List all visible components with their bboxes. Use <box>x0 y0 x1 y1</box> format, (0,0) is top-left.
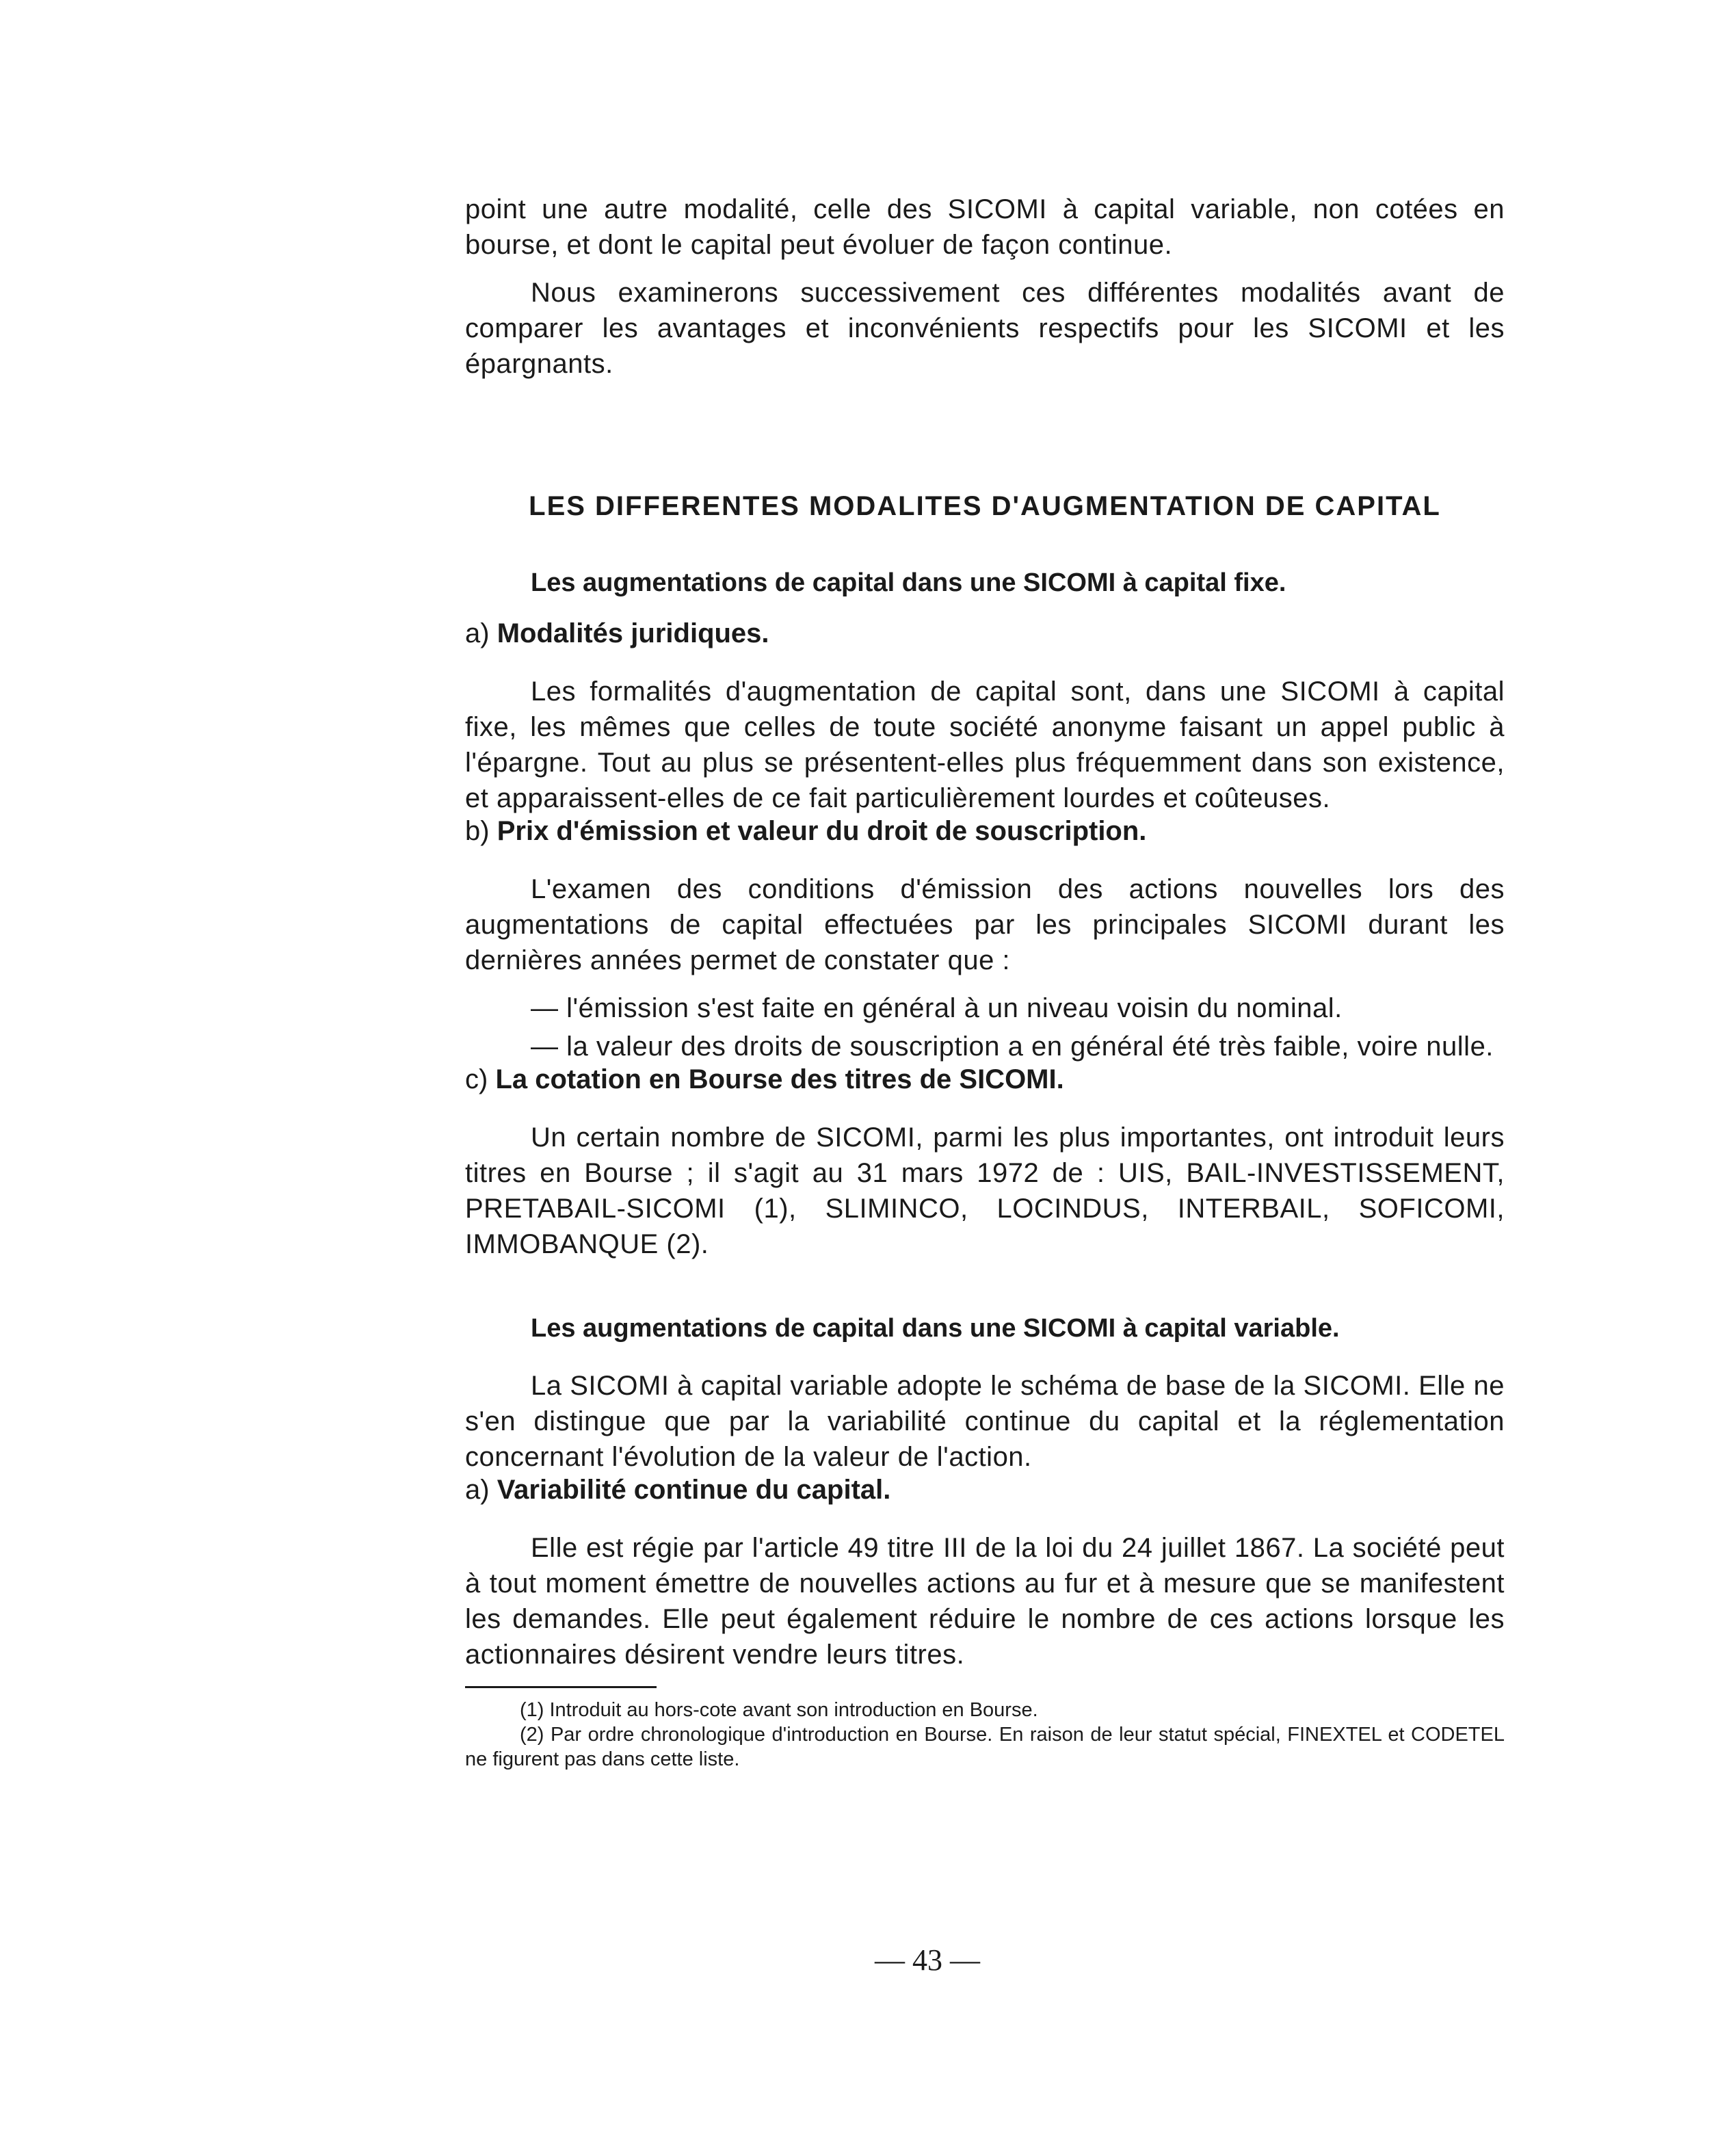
item-c-title: La cotation en Bourse des titres de SICOMI. <box>495 1064 1064 1094</box>
item-b-dash-2: — la valeur des droits de souscription a en général été très faible, voire nulle. <box>531 1031 1494 1062</box>
subsection-title-fixe: Les augmentations de capital dans une SICOMI à capital fixe. <box>531 568 1286 597</box>
item-a-title: Modalités juridiques. <box>497 618 769 648</box>
item-b-text: L'examen des conditions d'émission des actions nouvelles lors des augmentations de capital effectuées par les principales SICOMI durant les dernières années permet de constater que : <box>465 874 1505 975</box>
footnote-2: (2) Par ordre chronologique d'introduction en Bourse. En raison de leur statut spécial, FINEXTEL et CODETEL ne figurent pas dans cette liste. <box>465 1724 1505 1770</box>
footnote-separator <box>465 1686 657 1688</box>
item-a-letter: a) <box>465 618 490 648</box>
item-b-letter: b) <box>465 816 490 846</box>
item-b-title: Prix d'émission et valeur du droit de souscription. <box>497 816 1147 846</box>
variable-intro-text: La SICOMI à capital variable adopte le schéma de base de la SICOMI. Elle ne s'en distingue que par la variabilité continue du capital et la réglementation concernant l'évolution de la valeur de l'action. <box>465 1371 1505 1472</box>
item-b-dash-1: — l'émission s'est faite en général à un niveau voisin du nominal. <box>531 993 1343 1023</box>
section-title: LES DIFFERENTES MODALITES D'AUGMENTATION DE CAPITAL <box>529 491 1441 521</box>
page-body <box>465 192 1505 1772</box>
item-a-heading <box>465 618 1505 649</box>
item-c-letter: c) <box>465 1064 488 1094</box>
variable-item-a-letter: a) <box>465 1475 490 1505</box>
item-a-text: Les formalités d'augmentation de capital sont, dans une SICOMI à capital fixe, les mêmes que celles de toute société anonyme faisant un appel public à l'épargne. Tout au plus se présentent-elles plus fréquemment dans son existence, et apparaissent-elles de ce fait particulièrement lourdes et coûteuses. <box>465 676 1505 813</box>
item-c-text: Un certain nombre de SICOMI, parmi les plus importantes, ont introduit leurs titres en Bourse ; il s'agit au 31 mars 1972 de : UIS, BAIL-INVESTISSEMENT, PRETABAIL-SICOMI (1), SLIMINCO, LOCINDUS, INTERBAIL, SOFICOMI, IMMOBANQUE (2). <box>465 1122 1505 1259</box>
variable-item-a-heading <box>465 1475 1505 1506</box>
intro-paragraph-2: Nous examinerons successivement ces différentes modalités avant de comparer les avantages et inconvénients respectifs pour les SICOMI et les épargnants. <box>465 278 1505 379</box>
intro-paragraph-1: point une autre modalité, celle des SICOMI à capital variable, non cotées en bourse, et dont le capital peut évoluer de façon continue. <box>465 194 1505 260</box>
variable-item-a-title: Variabilité continue du capital. <box>497 1475 891 1505</box>
item-b-heading <box>465 816 1505 847</box>
page-number: — 43 — <box>875 1943 980 1977</box>
item-c-heading <box>465 1064 1505 1095</box>
subsection-title-variable: Les augmentations de capital dans une SICOMI à capital variable. <box>531 1314 1340 1343</box>
footnote-1: (1) Introduit au hors-cote avant son introduction en Bourse. <box>520 1699 1038 1721</box>
variable-item-a-text: Elle est régie par l'article 49 titre III de la loi du 24 juillet 1867. La société peut à tout moment émettre de nouvelles actions au fur et à mesure que se manifestent les demandes. Elle peut également réduire le nombre de ces actions lorsque les actionnaires désirent vendre leurs titres. <box>465 1533 1505 1670</box>
